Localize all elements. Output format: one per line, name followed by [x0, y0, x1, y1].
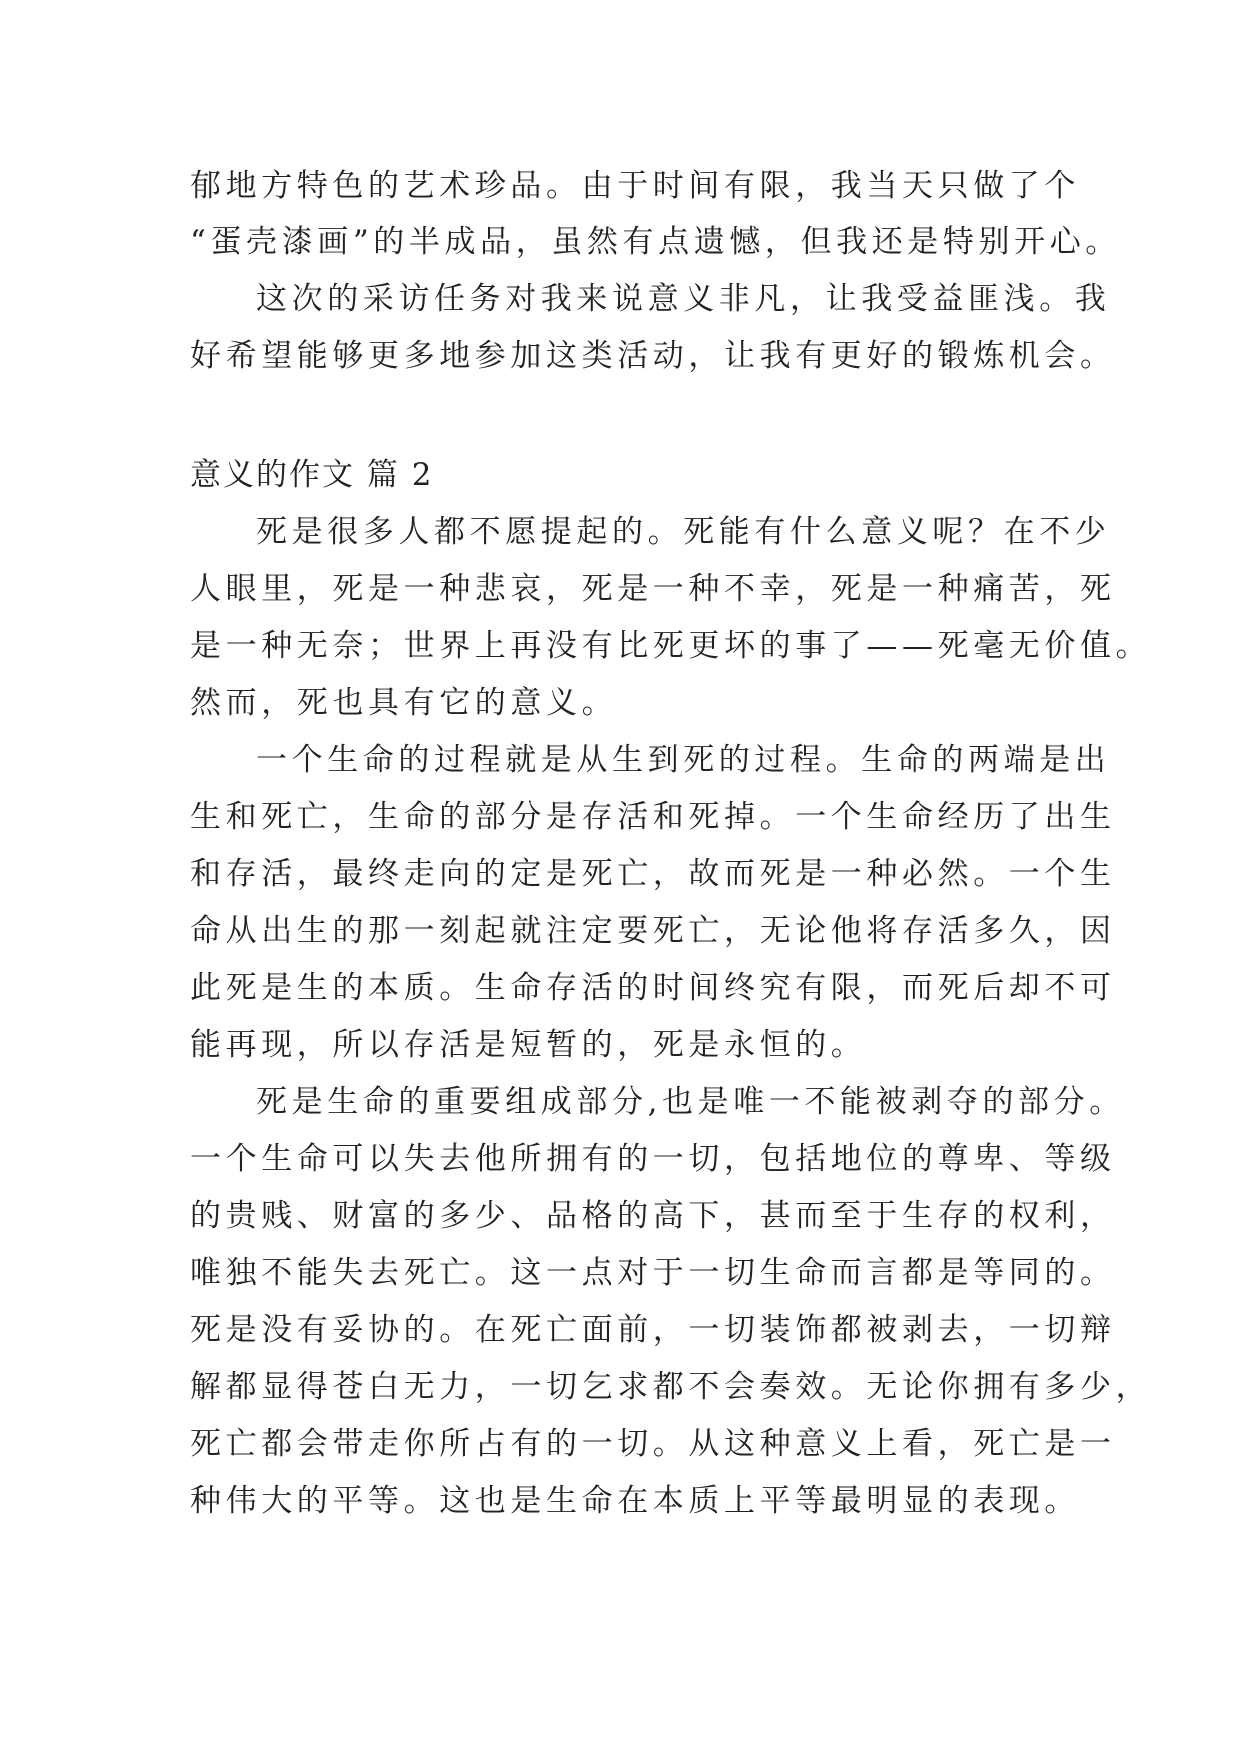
- text-line: 郁地方特色的艺术珍品。由于时间有限，我当天只做了个: [190, 168, 1080, 204]
- section-heading: 意义的作文 篇 2: [190, 457, 434, 493]
- text-line: 一个生命可以失去他所拥有的一切，包括地位的尊卑、等级: [190, 1141, 1116, 1177]
- paragraph-first-line: 死是很多人都不愿提起的。死能有什么意义呢？在不少: [256, 514, 1111, 550]
- text-line: 的贵贱、财富的多少、品格的高下，甚而至于生存的权利，: [190, 1198, 1116, 1234]
- text-line: 死是没有妥协的。在死亡面前，一切装饰都被剥去，一切辩: [190, 1312, 1116, 1348]
- text-line: 命从出生的那一刻起就注定要死亡，无论他将存活多久，因: [190, 913, 1116, 949]
- text-line: “蛋壳漆画”的半成品，虽然有点遗憾，但我还是特别开心。: [190, 224, 1121, 260]
- text-line: 种伟大的平等。这也是生命在本质上平等最明显的表现。: [190, 1483, 1080, 1519]
- text-line: 人眼里，死是一种悲哀，死是一种不幸，死是一种痛苦，死: [190, 571, 1116, 607]
- text-line: 能再现，所以存活是短暂的，死是永恒的。: [190, 1027, 867, 1063]
- text-line: 死亡都会带走你所占有的一切。从这种意义上看，死亡是一: [190, 1426, 1116, 1462]
- text-line: 是一种无奈；世界上再没有比死更坏的事了——死毫无价值。: [190, 628, 1152, 664]
- text-line: 然而，死也具有它的意义。: [190, 685, 618, 721]
- paragraph-first-line: 这次的采访任务对我来说意义非凡，让我受益匪浅。我: [256, 281, 1111, 317]
- text-line: 好希望能够更多地参加这类活动，让我有更好的锻炼机会。: [190, 338, 1116, 374]
- text-line: 和存活，最终走向的定是死亡，故而死是一种必然。一个生: [190, 856, 1116, 892]
- text-line: 生和死亡，生命的部分是存活和死掉。一个生命经历了出生: [190, 799, 1116, 835]
- text-line: 解都显得苍白无力，一切乞求都不会奏效。无论你拥有多少，: [190, 1369, 1152, 1405]
- paragraph-first-line: 一个生命的过程就是从生到死的过程。生命的两端是出: [256, 742, 1111, 778]
- text-line: 此死是生的本质。生命存活的时间终究有限，而死后却不可: [190, 970, 1116, 1006]
- text-line: 唯独不能失去死亡。这一点对于一切生命而言都是等同的。: [190, 1255, 1116, 1291]
- paragraph-first-line: 死是生命的重要组成部分,也是唯一不能被剥夺的部分。: [256, 1084, 1125, 1120]
